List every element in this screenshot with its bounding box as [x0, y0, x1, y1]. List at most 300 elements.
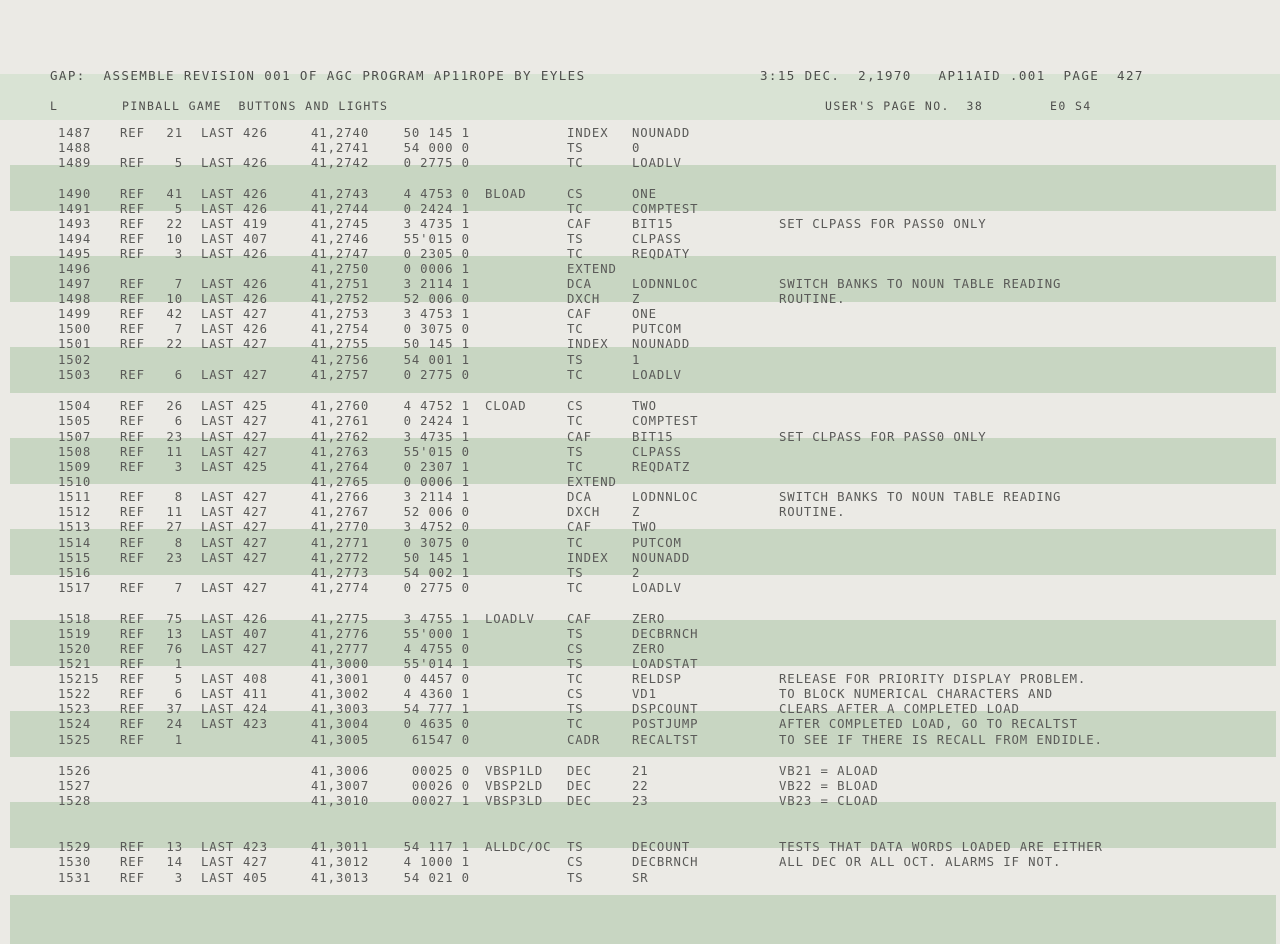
col-last: LAST — [201, 337, 235, 351]
col-n: 1497 — [58, 277, 92, 291]
col-last: LAST — [201, 247, 235, 261]
col-op: EXTEND — [567, 475, 617, 489]
col-n: 1490 — [58, 187, 92, 201]
listing-line — [0, 840, 1280, 855]
col-op: TC — [567, 202, 584, 216]
listing-line — [0, 187, 1280, 202]
eo-code: E0 S4 — [1050, 99, 1092, 113]
col-last: LAST — [201, 414, 235, 428]
col-opd: DSPCOUNT — [632, 702, 699, 716]
col-cmt: CLEARS AFTER A COMPLETED LOAD — [779, 702, 1020, 716]
col-rc: 76 — [166, 642, 183, 656]
col-oc: 0 0006 1 — [403, 262, 470, 276]
col-op: TS — [567, 871, 584, 885]
col-oc: 0 0006 1 — [403, 475, 470, 489]
col-last: LAST — [201, 581, 235, 595]
col-ref: REF — [120, 642, 145, 656]
listing-mark: L — [50, 99, 59, 113]
col-opd: LOADLV — [632, 581, 682, 595]
col-lc: 427 — [243, 368, 268, 382]
col-oc: 00025 0 — [411, 764, 470, 778]
col-rc: 7 — [174, 581, 183, 595]
paper-band — [10, 895, 1276, 944]
col-opd: POSTJUMP — [632, 717, 699, 731]
col-lc: 408 — [243, 672, 268, 686]
col-opd: TWO — [632, 520, 657, 534]
listing-line — [0, 353, 1280, 368]
col-opd: CLPASS — [632, 445, 682, 459]
col-addr: 41,2742 — [311, 156, 370, 170]
col-oc: 4 1000 1 — [403, 855, 470, 869]
listing-line — [0, 764, 1280, 779]
listing-line — [0, 322, 1280, 337]
col-lbl: ALLDC/OC — [485, 840, 552, 854]
col-rc: 6 — [174, 414, 183, 428]
col-op: CS — [567, 855, 584, 869]
col-n: 1493 — [58, 217, 92, 231]
col-last: LAST — [201, 855, 235, 869]
listing-line — [0, 627, 1280, 642]
col-n: 1527 — [58, 779, 92, 793]
col-cmt: ROUTINE. — [779, 505, 846, 519]
col-lc: 405 — [243, 871, 268, 885]
section-title: PINBALL GAME BUTTONS AND LIGHTS — [122, 99, 389, 113]
col-lc: 426 — [243, 126, 268, 140]
col-last: LAST — [201, 307, 235, 321]
col-oc: 3 4735 1 — [403, 217, 470, 231]
col-rc: 13 — [166, 627, 183, 641]
col-oc: 50 145 1 — [403, 337, 470, 351]
col-ref: REF — [120, 430, 145, 444]
col-cmt: SET CLPASS FOR PASS0 ONLY — [779, 217, 987, 231]
listing-line — [0, 855, 1280, 870]
listing-line — [0, 217, 1280, 232]
listing-line — [0, 368, 1280, 383]
col-rc: 10 — [166, 292, 183, 306]
col-opd: RELDSP — [632, 672, 682, 686]
col-op: CADR — [567, 733, 601, 747]
col-n: 1498 — [58, 292, 92, 306]
col-oc: 61547 0 — [411, 733, 470, 747]
col-oc: 3 2114 1 — [403, 490, 470, 504]
col-ref: REF — [120, 490, 145, 504]
col-n: 1507 — [58, 430, 92, 444]
col-ref: REF — [120, 520, 145, 534]
col-ref: REF — [120, 307, 145, 321]
col-op: TC — [567, 247, 584, 261]
col-op: DCA — [567, 490, 592, 504]
col-lc: 426 — [243, 202, 268, 216]
col-oc: 52 006 0 — [403, 505, 470, 519]
col-addr: 41,3013 — [311, 871, 370, 885]
listing-line — [0, 337, 1280, 352]
col-ref: REF — [120, 292, 145, 306]
col-oc: 0 2424 1 — [403, 202, 470, 216]
col-last: LAST — [201, 277, 235, 291]
listing-line — [0, 232, 1280, 247]
listing-line — [0, 505, 1280, 520]
listing-line — [0, 490, 1280, 505]
col-lc: 426 — [243, 612, 268, 626]
col-n: 1512 — [58, 505, 92, 519]
col-opd: SR — [632, 871, 649, 885]
col-n: 1521 — [58, 657, 92, 671]
col-n: 1511 — [58, 490, 92, 504]
col-op: TS — [567, 840, 584, 854]
col-opd: PUTCOM — [632, 322, 682, 336]
col-lc: 407 — [243, 627, 268, 641]
col-addr: 41,3001 — [311, 672, 370, 686]
col-rc: 7 — [174, 277, 183, 291]
col-addr: 41,3011 — [311, 840, 370, 854]
col-n: 1491 — [58, 202, 92, 216]
col-n: 1525 — [58, 733, 92, 747]
listing-line — [0, 551, 1280, 566]
col-ref: REF — [120, 551, 145, 565]
col-oc: 3 4755 1 — [403, 612, 470, 626]
col-addr: 41,3010 — [311, 794, 370, 808]
listing-line — [0, 156, 1280, 171]
col-n: 1515 — [58, 551, 92, 565]
col-n: 1495 — [58, 247, 92, 261]
col-oc: 54 002 1 — [403, 566, 470, 580]
col-opd: 21 — [632, 764, 649, 778]
listing-line — [0, 445, 1280, 460]
col-cmt: VB21 = ALOAD — [779, 764, 879, 778]
col-op: TC — [567, 156, 584, 170]
col-rc: 3 — [174, 460, 183, 474]
col-rc: 24 — [166, 717, 183, 731]
col-cmt: TESTS THAT DATA WORDS LOADED ARE EITHER — [779, 840, 1103, 854]
col-oc: 0 2305 0 — [403, 247, 470, 261]
col-cmt: SET CLPASS FOR PASS0 ONLY — [779, 430, 987, 444]
col-oc: 54 117 1 — [403, 840, 470, 854]
col-lc: 426 — [243, 322, 268, 336]
col-addr: 41,2756 — [311, 353, 370, 367]
col-ref: REF — [120, 612, 145, 626]
col-n: 1518 — [58, 612, 92, 626]
col-ref: REF — [120, 505, 145, 519]
col-lc: 426 — [243, 247, 268, 261]
listing-line — [0, 247, 1280, 262]
col-ref: REF — [120, 399, 145, 413]
col-cmt: VB23 = CLOAD — [779, 794, 879, 808]
col-op: TC — [567, 414, 584, 428]
col-lc: 427 — [243, 855, 268, 869]
col-lc: 426 — [243, 292, 268, 306]
col-op: TS — [567, 445, 584, 459]
col-opd: ONE — [632, 307, 657, 321]
listing-date-page: 3:15 DEC. 2,1970 AP11AID .001 PAGE 427 — [760, 68, 1144, 83]
listing-line — [0, 687, 1280, 702]
listing-line — [0, 460, 1280, 475]
col-ref: REF — [120, 156, 145, 170]
listing-line — [0, 672, 1280, 687]
col-opd: LODNNLOC — [632, 277, 699, 291]
col-lbl: BLOAD — [485, 187, 527, 201]
col-rc: 10 — [166, 232, 183, 246]
col-opd: NOUNADD — [632, 337, 691, 351]
col-addr: 41,3012 — [311, 855, 370, 869]
listing-line — [0, 702, 1280, 717]
col-opd: NOUNADD — [632, 126, 691, 140]
col-last: LAST — [201, 536, 235, 550]
col-n: 15215 — [58, 672, 100, 686]
col-rc: 75 — [166, 612, 183, 626]
col-last: LAST — [201, 505, 235, 519]
col-addr: 41,2776 — [311, 627, 370, 641]
col-addr: 41,2763 — [311, 445, 370, 459]
col-rc: 8 — [174, 536, 183, 550]
listing-line — [0, 262, 1280, 277]
col-n: 1502 — [58, 353, 92, 367]
col-addr: 41,3000 — [311, 657, 370, 671]
col-oc: 0 2775 0 — [403, 581, 470, 595]
col-oc: 54 777 1 — [403, 702, 470, 716]
col-addr: 41,2745 — [311, 217, 370, 231]
col-n: 1520 — [58, 642, 92, 656]
col-op: DXCH — [567, 292, 601, 306]
col-lc: 427 — [243, 337, 268, 351]
col-cmt: SWITCH BANKS TO NOUN TABLE READING — [779, 490, 1062, 504]
listing-line — [0, 642, 1280, 657]
col-n: 1501 — [58, 337, 92, 351]
col-oc: 0 2307 1 — [403, 460, 470, 474]
col-rc: 14 — [166, 855, 183, 869]
col-opd: PUTCOM — [632, 536, 682, 550]
col-addr: 41,2760 — [311, 399, 370, 413]
col-n: 1528 — [58, 794, 92, 808]
col-oc: 50 145 1 — [403, 126, 470, 140]
col-rc: 42 — [166, 307, 183, 321]
col-opd: Z — [632, 505, 641, 519]
col-opd: 2 — [632, 566, 641, 580]
col-ref: REF — [120, 337, 145, 351]
col-addr: 41,2751 — [311, 277, 370, 291]
col-op: CAF — [567, 612, 592, 626]
col-n: 1503 — [58, 368, 92, 382]
col-addr: 41,2753 — [311, 307, 370, 321]
col-oc: 0 2775 0 — [403, 156, 470, 170]
col-n: 1488 — [58, 141, 92, 155]
col-n: 1516 — [58, 566, 92, 580]
listing-line — [0, 520, 1280, 535]
col-addr: 41,2761 — [311, 414, 370, 428]
col-n: 1522 — [58, 687, 92, 701]
col-lc: 427 — [243, 520, 268, 534]
col-lc: 427 — [243, 307, 268, 321]
listing-line — [0, 399, 1280, 414]
col-oc: 3 2114 1 — [403, 277, 470, 291]
col-addr: 41,2743 — [311, 187, 370, 201]
col-last: LAST — [201, 126, 235, 140]
col-lc: 407 — [243, 232, 268, 246]
col-n: 1526 — [58, 764, 92, 778]
col-n: 1508 — [58, 445, 92, 459]
col-n: 1523 — [58, 702, 92, 716]
col-rc: 21 — [166, 126, 183, 140]
col-op: TS — [567, 702, 584, 716]
col-last: LAST — [201, 871, 235, 885]
listing-line — [0, 141, 1280, 156]
col-lbl: VBSP2LD — [485, 779, 544, 793]
col-ref: REF — [120, 187, 145, 201]
col-oc: 55'015 0 — [403, 445, 470, 459]
user-page-number: USER'S PAGE NO. 38 — [825, 99, 984, 113]
col-addr: 41,3003 — [311, 702, 370, 716]
listing-line — [0, 126, 1280, 141]
col-op: TC — [567, 460, 584, 474]
col-cmt: ROUTINE. — [779, 292, 846, 306]
col-last: LAST — [201, 217, 235, 231]
col-lc: 423 — [243, 840, 268, 854]
col-addr: 41,2757 — [311, 368, 370, 382]
col-last: LAST — [201, 612, 235, 626]
col-rc: 5 — [174, 672, 183, 686]
col-n: 1487 — [58, 126, 92, 140]
col-last: LAST — [201, 490, 235, 504]
listing-line — [0, 581, 1280, 596]
col-oc: 3 4752 0 — [403, 520, 470, 534]
col-rc: 3 — [174, 871, 183, 885]
col-oc: 00026 0 — [411, 779, 470, 793]
col-rc: 5 — [174, 156, 183, 170]
col-op: CAF — [567, 307, 592, 321]
listing-line — [0, 566, 1280, 581]
col-rc: 5 — [174, 202, 183, 216]
listing-line — [0, 292, 1280, 307]
col-n: 1524 — [58, 717, 92, 731]
col-ref: REF — [120, 657, 145, 671]
col-op: TC — [567, 672, 584, 686]
col-ref: REF — [120, 217, 145, 231]
col-addr: 41,2774 — [311, 581, 370, 595]
col-n: 1530 — [58, 855, 92, 869]
col-rc: 23 — [166, 551, 183, 565]
col-rc: 41 — [166, 187, 183, 201]
col-oc: 4 4360 1 — [403, 687, 470, 701]
col-last: LAST — [201, 445, 235, 459]
col-addr: 41,2741 — [311, 141, 370, 155]
col-rc: 1 — [174, 657, 183, 671]
col-lc: 427 — [243, 551, 268, 565]
col-rc: 27 — [166, 520, 183, 534]
col-oc: 0 3075 0 — [403, 322, 470, 336]
col-op: DCA — [567, 277, 592, 291]
col-lbl: CLOAD — [485, 399, 527, 413]
col-addr: 41,3007 — [311, 779, 370, 793]
col-addr: 41,2740 — [311, 126, 370, 140]
col-ref: REF — [120, 277, 145, 291]
col-lc: 426 — [243, 277, 268, 291]
col-op: CS — [567, 687, 584, 701]
col-rc: 6 — [174, 368, 183, 382]
listing-line — [0, 794, 1280, 809]
col-oc: 0 3075 0 — [403, 536, 470, 550]
col-ref: REF — [120, 840, 145, 854]
col-last: LAST — [201, 232, 235, 246]
col-last: LAST — [201, 627, 235, 641]
col-ref: REF — [120, 627, 145, 641]
col-rc: 1 — [174, 733, 183, 747]
col-opd: RECALTST — [632, 733, 699, 747]
col-opd: DECOUNT — [632, 840, 691, 854]
col-cmt: RELEASE FOR PRIORITY DISPLAY PROBLEM. — [779, 672, 1087, 686]
col-ref: REF — [120, 126, 145, 140]
col-op: TS — [567, 141, 584, 155]
col-last: LAST — [201, 702, 235, 716]
col-opd: 22 — [632, 779, 649, 793]
col-ref: REF — [120, 414, 145, 428]
col-addr: 41,2752 — [311, 292, 370, 306]
col-addr: 41,2770 — [311, 520, 370, 534]
col-rc: 8 — [174, 490, 183, 504]
col-op: TC — [567, 322, 584, 336]
col-ref: REF — [120, 717, 145, 731]
col-n: 1500 — [58, 322, 92, 336]
col-n: 1489 — [58, 156, 92, 170]
listing-line — [0, 430, 1280, 445]
col-ref: REF — [120, 536, 145, 550]
col-n: 1519 — [58, 627, 92, 641]
col-opd: LOADSTAT — [632, 657, 699, 671]
col-op: DEC — [567, 794, 592, 808]
col-last: LAST — [201, 672, 235, 686]
col-addr: 41,3002 — [311, 687, 370, 701]
col-n: 1494 — [58, 232, 92, 246]
col-last: LAST — [201, 840, 235, 854]
col-lc: 425 — [243, 399, 268, 413]
col-op: TC — [567, 536, 584, 550]
col-opd: ZERO — [632, 642, 666, 656]
col-lc: 427 — [243, 490, 268, 504]
listing-line — [0, 717, 1280, 732]
col-last: LAST — [201, 551, 235, 565]
col-addr: 41,2755 — [311, 337, 370, 351]
col-n: 1496 — [58, 262, 92, 276]
col-opd: Z — [632, 292, 641, 306]
listing-line — [0, 657, 1280, 672]
col-last: LAST — [201, 156, 235, 170]
col-op: TC — [567, 368, 584, 382]
listing-line — [0, 733, 1280, 748]
col-cmt: ALL DEC OR ALL OCT. ALARMS IF NOT. — [779, 855, 1062, 869]
col-opd: BIT15 — [632, 430, 674, 444]
col-last: LAST — [201, 187, 235, 201]
col-opd: VD1 — [632, 687, 657, 701]
col-cmt: AFTER COMPLETED LOAD, GO TO RECALTST — [779, 717, 1078, 731]
col-oc: 3 4735 1 — [403, 430, 470, 444]
col-addr: 41,2762 — [311, 430, 370, 444]
col-rc: 11 — [166, 505, 183, 519]
col-last: LAST — [201, 399, 235, 413]
col-addr: 41,2765 — [311, 475, 370, 489]
col-opd: COMPTEST — [632, 414, 699, 428]
col-n: 1513 — [58, 520, 92, 534]
col-op: EXTEND — [567, 262, 617, 276]
col-oc: 54 021 0 — [403, 871, 470, 885]
col-op: CS — [567, 187, 584, 201]
col-ref: REF — [120, 445, 145, 459]
col-op: INDEX — [567, 126, 609, 140]
col-oc: 0 4635 0 — [403, 717, 470, 731]
col-opd: DECBRNCH — [632, 855, 699, 869]
col-opd: TWO — [632, 399, 657, 413]
col-opd: ONE — [632, 187, 657, 201]
col-addr: 41,3004 — [311, 717, 370, 731]
col-oc: 54 000 0 — [403, 141, 470, 155]
listing-line — [0, 414, 1280, 429]
